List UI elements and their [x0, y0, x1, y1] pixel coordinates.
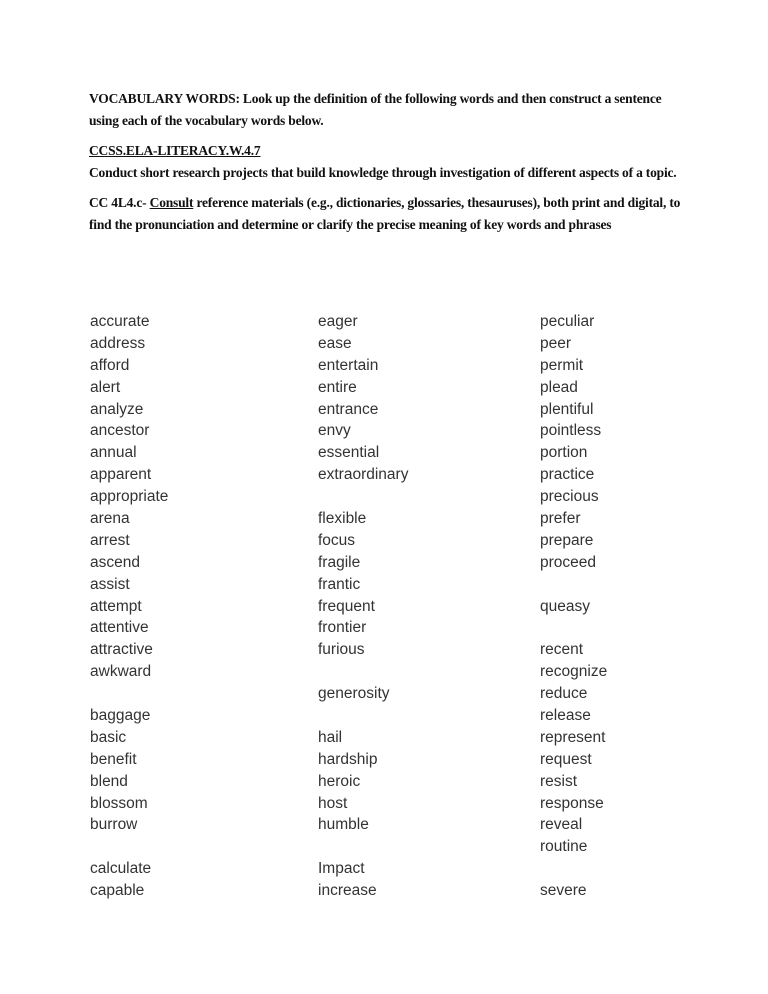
vocabulary-word: heroic	[318, 772, 361, 790]
vocabulary-word: afford	[90, 356, 130, 374]
vocabulary-word: basic	[90, 728, 127, 746]
vocabulary-word: prepare	[540, 531, 594, 549]
vocabulary-word: accurate	[90, 313, 150, 330]
vocabulary-word: calculate	[90, 860, 152, 878]
vocabulary-word: reveal	[540, 816, 583, 834]
vocabulary-word: practice	[540, 466, 595, 484]
vocabulary-word: frontier	[318, 619, 367, 637]
standard-1	[89, 140, 689, 184]
vocabulary-word: represent	[540, 728, 606, 746]
vocabulary-word: blend	[90, 772, 128, 790]
blank-row	[318, 836, 408, 858]
vocabulary-word: hardship	[318, 750, 378, 768]
word-column-2	[318, 311, 408, 902]
vocabulary-word: hail	[318, 728, 343, 746]
blank-row	[90, 683, 168, 705]
vocabulary-word: precious	[540, 488, 599, 506]
vocabulary-word: prefer	[540, 510, 581, 528]
vocabulary-word: routine	[540, 838, 588, 856]
vocabulary-word: attractive	[90, 641, 153, 659]
vocabulary-word: analyze	[90, 400, 144, 418]
vocabulary-word: plentiful	[540, 400, 594, 418]
vocabulary-word: burrow	[90, 816, 138, 834]
standard-2-verb: Consult	[149, 195, 194, 210]
blank-row	[90, 836, 168, 858]
vocabulary-word: furious	[318, 641, 365, 659]
vocabulary-word: entrance	[318, 400, 379, 418]
vocabulary-word: queasy	[540, 597, 590, 615]
vocabulary-word: essential	[318, 444, 380, 462]
blank-row	[540, 574, 607, 596]
vocabulary-word: frequent	[318, 597, 375, 615]
vocabulary-word: address	[90, 334, 146, 352]
vocabulary-word: attempt	[90, 597, 142, 615]
vocabulary-word: fragile	[318, 553, 361, 571]
vocabulary-word: entire	[318, 378, 357, 396]
instructions-header	[89, 88, 689, 244]
vocabulary-word: focus	[318, 531, 356, 549]
vocabulary-word: awkward	[90, 663, 152, 681]
vocabulary-word: annual	[90, 444, 137, 462]
standard-2-code: CC 4L4.c-	[89, 195, 147, 210]
blank-row	[318, 486, 408, 508]
vocabulary-word: portion	[540, 444, 588, 462]
vocabulary-word: apparent	[90, 466, 152, 484]
vocabulary-word: appropriate	[90, 488, 169, 506]
vocabulary-word: pointless	[540, 422, 602, 440]
vocabulary-word: blossom	[90, 794, 148, 812]
vocabulary-word: release	[540, 707, 591, 725]
vocabulary-word: attentive	[90, 619, 149, 637]
vocabulary-word: proceed	[540, 553, 597, 571]
vocabulary-word: ascend	[90, 553, 140, 571]
vocabulary-word: plead	[540, 378, 578, 396]
vocabulary-word: frantic	[318, 575, 361, 593]
vocabulary-word: assist	[90, 575, 130, 593]
vocabulary-word: benefit	[90, 750, 137, 768]
vocabulary-word: arena	[90, 510, 130, 528]
vocabulary-word: alert	[90, 378, 121, 396]
vocabulary-word: envy	[318, 422, 351, 440]
vocabulary-word: eager	[318, 313, 358, 330]
blank-row	[540, 858, 607, 880]
blank-row	[540, 617, 607, 639]
standard-1-code: CCSS.ELA-LITERACY.W.4.7	[89, 143, 261, 158]
vocabulary-word: arrest	[90, 531, 130, 549]
vocabulary-word: reduce	[540, 685, 588, 703]
standard-2	[89, 192, 689, 236]
vocabulary-word: generosity	[318, 685, 390, 703]
vocabulary-word: recent	[540, 641, 584, 659]
vocabulary-word: peculiar	[540, 313, 595, 330]
vocabulary-word: severe	[540, 882, 587, 900]
vocabulary-word: permit	[540, 356, 584, 374]
intro-paragraph	[89, 88, 689, 132]
vocabulary-word: entertain	[318, 356, 379, 374]
vocabulary-word: request	[540, 750, 592, 768]
vocabulary-word: recognize	[540, 663, 608, 681]
vocabulary-word: flexible	[318, 510, 367, 528]
vocabulary-word: humble	[318, 816, 369, 834]
vocabulary-word: ease	[318, 334, 352, 352]
word-column-3	[540, 311, 607, 902]
blank-row	[318, 661, 408, 683]
vocabulary-word: ancestor	[90, 422, 150, 440]
standard-2-text: reference materials (e.g., dictionaries, glossaries, thesauruses), both print and digital, to find the pronunciation and determine or clarify the precise meaning of key words and phrases	[89, 195, 681, 232]
vocabulary-word: baggage	[90, 707, 151, 725]
vocabulary-word: host	[318, 794, 348, 812]
vocabulary-word: peer	[540, 334, 572, 352]
intro-text: VOCABULARY WORDS: Look up the definition of the following words and then construct a sentence using each of the vocabulary words below.	[89, 91, 662, 128]
vocabulary-word: extraordinary	[318, 466, 409, 484]
vocabulary-word: Impact	[318, 860, 365, 878]
vocabulary-word: capable	[90, 882, 145, 900]
vocabulary-word: increase	[318, 882, 377, 900]
vocabulary-word: resist	[540, 772, 578, 790]
standard-1-text: Conduct short research projects that build knowledge through investigation of different aspects of a topic.	[89, 165, 677, 180]
blank-row	[318, 705, 408, 727]
word-column-1	[90, 311, 168, 902]
vocabulary-word: response	[540, 794, 604, 812]
